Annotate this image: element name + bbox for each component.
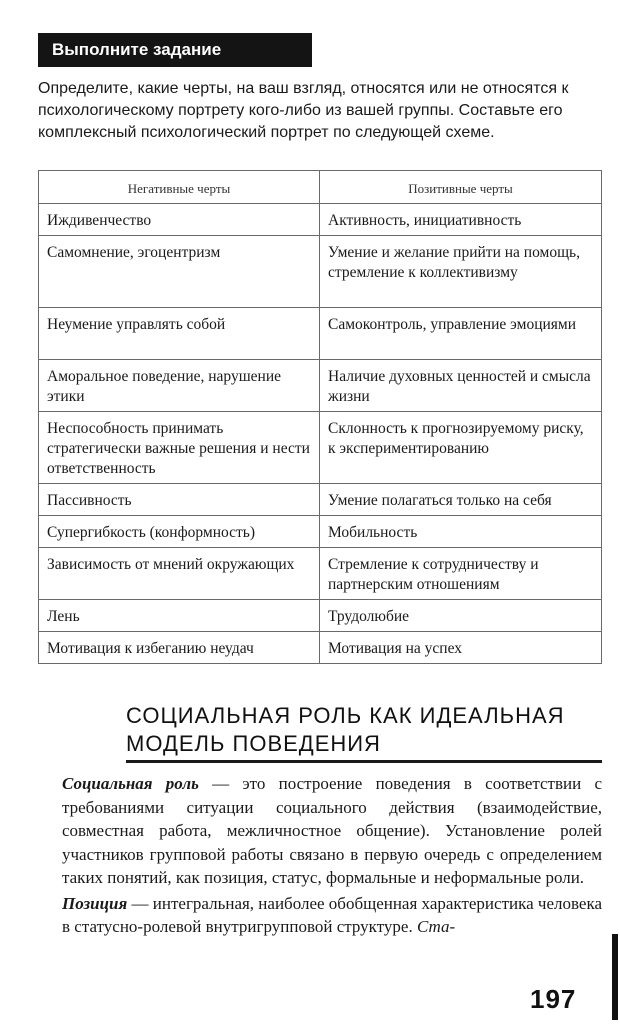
section-title xyxy=(126,702,602,758)
header-positive: Позитивные черты xyxy=(320,171,602,204)
table-row xyxy=(39,548,602,600)
positive-trait: Трудолюбие xyxy=(320,600,602,632)
positive-trait: Мотивация на успех xyxy=(320,632,602,664)
paragraph xyxy=(62,892,602,939)
table-row xyxy=(39,600,602,632)
table-row xyxy=(39,204,602,236)
negative-trait: Супергибкость (конформность) xyxy=(39,516,320,548)
negative-trait: Неспособность принимать стратегически важные решения и нести ответственность xyxy=(39,412,320,484)
positive-trait: Умение полагаться только на себя xyxy=(320,484,602,516)
table-row xyxy=(39,484,602,516)
positive-trait: Наличие духовных ценностей и смысла жизни xyxy=(320,360,602,412)
negative-trait: Зависимость от мнений окружающих xyxy=(39,548,320,600)
positive-trait: Умение и желание прийти на помощь, стремление к коллективизму xyxy=(320,236,602,308)
positive-trait: Мобильность xyxy=(320,516,602,548)
positive-trait: Самоконтроль, управление эмоциями xyxy=(320,308,602,360)
negative-trait: Неумение управлять собой xyxy=(39,308,320,360)
positive-trait: Склонность к прогнозируемому риску, к экспериментированию xyxy=(320,412,602,484)
thumb-index-mark xyxy=(612,934,618,1020)
paragraph xyxy=(62,772,602,890)
term: Социальная роль xyxy=(62,774,199,793)
task-intro: Определите, какие черты, на ваш взгляд, относятся или не относятся к психологическому портрету кого-либо из вашей группы. Составьте его комплексный психологический портрет по следующей схеме. xyxy=(38,80,569,141)
task-heading: Выполните задание xyxy=(38,33,312,67)
paragraph-text: — это построение поведения в соответствии с требованиями ситуации социального действия (взаимодействие, совместная работа, межличностное общение). Установление ролей участников групповой работы связано в первую очередь с определением таких понятий, как позиция, статус, формальные и неформальные роли. xyxy=(62,774,602,887)
table-row xyxy=(39,236,602,308)
header-negative: Негативные черты xyxy=(39,171,320,204)
negative-trait: Мотивация к избеганию неудач xyxy=(39,632,320,664)
paragraph-continuation: Ста- xyxy=(416,917,456,936)
section-title-line: МОДЕЛЬ ПОВЕДЕНИЯ xyxy=(126,731,381,756)
term: Позиция xyxy=(62,893,128,913)
positive-trait: Стремление к сотрудничеству и партнерским отношениям xyxy=(320,548,602,600)
section-title-line: СОЦИАЛЬНАЯ РОЛЬ КАК ИДЕАЛЬНАЯ xyxy=(126,703,565,728)
table-row xyxy=(39,308,602,360)
table-row xyxy=(39,360,602,412)
page-number: 197 xyxy=(530,984,577,1014)
traits-table xyxy=(38,170,602,664)
table-header-row xyxy=(39,171,602,204)
negative-trait: Самомнение, эгоцентризм xyxy=(39,236,320,308)
table-row xyxy=(39,412,602,484)
negative-trait: Иждивенчество xyxy=(39,204,320,236)
negative-trait: Пассивность xyxy=(39,484,320,516)
table-row xyxy=(39,516,602,548)
negative-trait: Лень xyxy=(39,600,320,632)
title-underline xyxy=(126,760,602,763)
positive-trait: Активность, инициативность xyxy=(320,204,602,236)
paragraph-text: — интегральная, наиболее обобщенная характеристика человека в статусно-ролевой внутригрупповой структуре. xyxy=(62,893,602,936)
negative-trait: Аморальное поведение, нарушение этики xyxy=(39,360,320,412)
body-text xyxy=(62,772,602,939)
table-row xyxy=(39,632,602,664)
